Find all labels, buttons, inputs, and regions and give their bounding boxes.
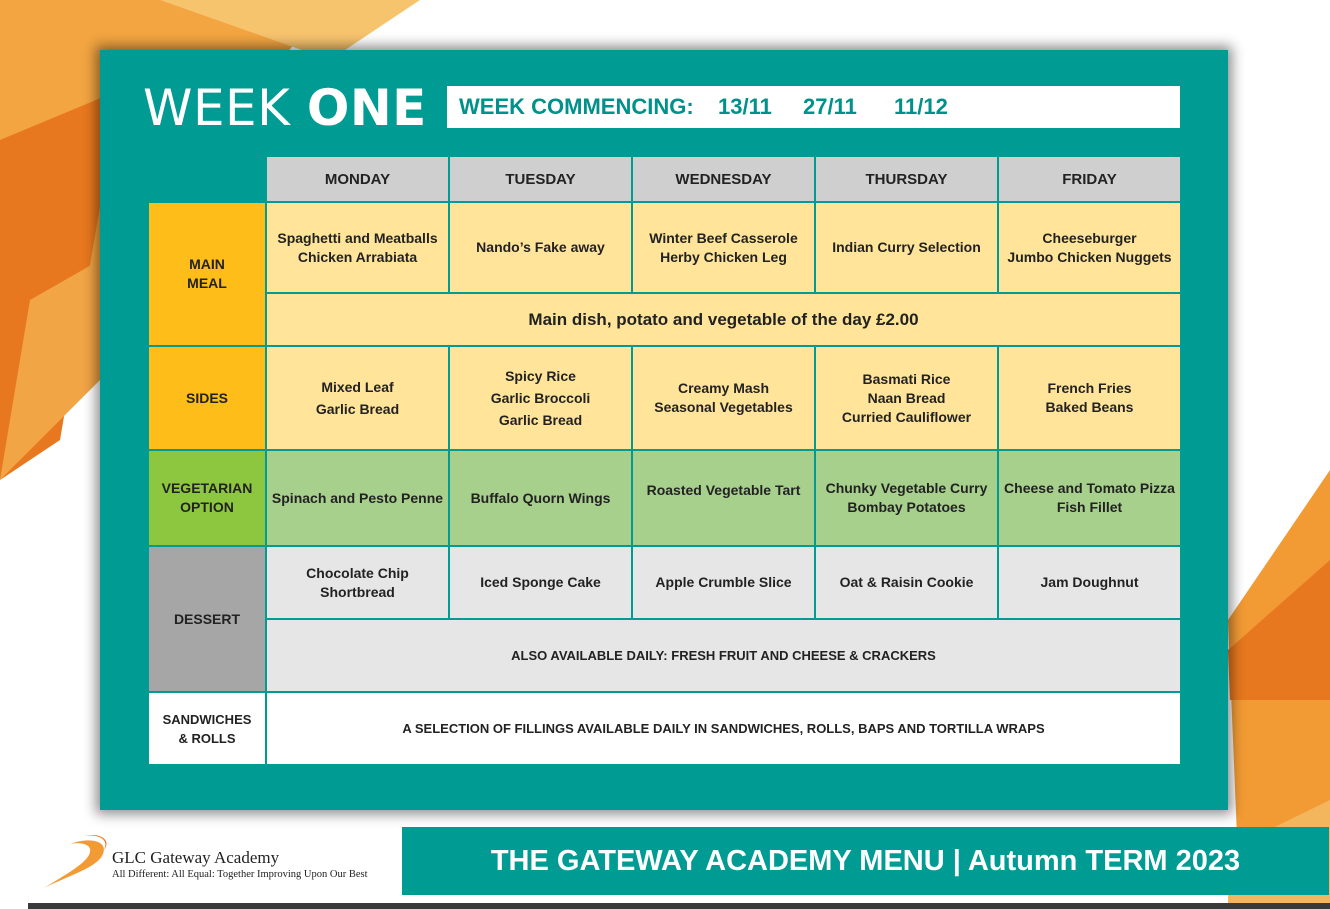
week-commencing-date: 11/12 (894, 94, 948, 119)
menu-cell: Apple Crumble Slice (632, 546, 815, 619)
week-commencing-box (447, 86, 1180, 128)
bottom-strip (28, 903, 1330, 909)
sandwiches-note: A SELECTION OF FILLINGS AVAILABLE DAILY IN SANDWICHES, ROLLS, BAPS AND TORTILLA WRAPS (266, 692, 1181, 765)
menu-cell: Chocolate Chip Shortbread (266, 546, 449, 619)
menu-cell: Spinach and Pesto Penne (266, 450, 449, 546)
menu-cell: Spaghetti and Meatballs Chicken Arrabiata (266, 202, 449, 293)
menu-cell: Nando’s Fake away (449, 202, 632, 293)
academy-name: GLC Gateway Academy (112, 848, 280, 867)
main-meal-offer: Main dish, potato and vegetable of the day £2.00 (266, 293, 1181, 346)
menu-cell: Jam Doughnut (998, 546, 1181, 619)
menu-table (147, 155, 1182, 766)
menu-cell: Spicy Rice Garlic Broccoli Garlic Bread (449, 346, 632, 450)
menu-cell: Iced Sponge Cake (449, 546, 632, 619)
day-header: WEDNESDAY (632, 156, 815, 202)
menu-cell: Cheese and Tomato Pizza Fish Fillet (998, 450, 1181, 546)
menu-cell: Basmati Rice Naan Bread Curried Cauliflower (815, 346, 998, 450)
week-commencing-label: WEEK COMMENCING: (459, 94, 694, 119)
menu-cell: Buffalo Quorn Wings (449, 450, 632, 546)
week-title: WEEK ONE (143, 79, 427, 137)
academy-tagline: All Different: All Equal: Together Improving Upon Our Best (112, 869, 368, 880)
row-label-vegetarian: VEGETARIAN OPTION (148, 450, 266, 546)
row-label-dessert: DESSERT (148, 546, 266, 692)
dessert-row (148, 546, 1181, 619)
row-label-main-meal: MAIN MEAL (148, 202, 266, 346)
menu-cell: French Fries Baked Beans (998, 346, 1181, 450)
menu-banner: THE GATEWAY ACADEMY MENU | Autumn TERM 2023 (402, 827, 1329, 895)
menu-cell: Roasted Vegetable Tart (632, 450, 815, 546)
menu-cell: Winter Beef Casserole Herby Chicken Leg (632, 202, 815, 293)
menu-cell: Oat & Raisin Cookie (815, 546, 998, 619)
row-label-sandwiches: SANDWICHES & ROLLS (148, 692, 266, 765)
menu-cell: Mixed Leaf Garlic Bread (266, 346, 449, 450)
dessert-daily-note: ALSO AVAILABLE DAILY: FRESH FRUIT AND CHEESE & CRACKERS (266, 619, 1181, 692)
vegetarian-row (148, 450, 1181, 546)
row-label-sides: SIDES (148, 346, 266, 450)
menu-cell: Creamy Mash Seasonal Vegetables (632, 346, 815, 450)
menu-cell: Chunky Vegetable Curry Bombay Potatoes (815, 450, 998, 546)
sides-row (148, 346, 1181, 450)
day-header-row (148, 156, 1181, 202)
week-commencing-date: 13/11 (718, 94, 772, 119)
day-header: THURSDAY (815, 156, 998, 202)
corner-cell (148, 156, 266, 202)
day-header: FRIDAY (998, 156, 1181, 202)
main-meal-row (148, 202, 1181, 293)
day-header: MONDAY (266, 156, 449, 202)
week-commencing-date: 27/11 (803, 94, 857, 119)
menu-cell: Indian Curry Selection (815, 202, 998, 293)
main-meal-offer-row (148, 293, 1181, 346)
sandwiches-row (148, 692, 1181, 765)
dessert-daily-row (148, 619, 1181, 692)
day-header: TUESDAY (449, 156, 632, 202)
menu-cell: Cheeseburger Jumbo Chicken Nuggets (998, 202, 1181, 293)
